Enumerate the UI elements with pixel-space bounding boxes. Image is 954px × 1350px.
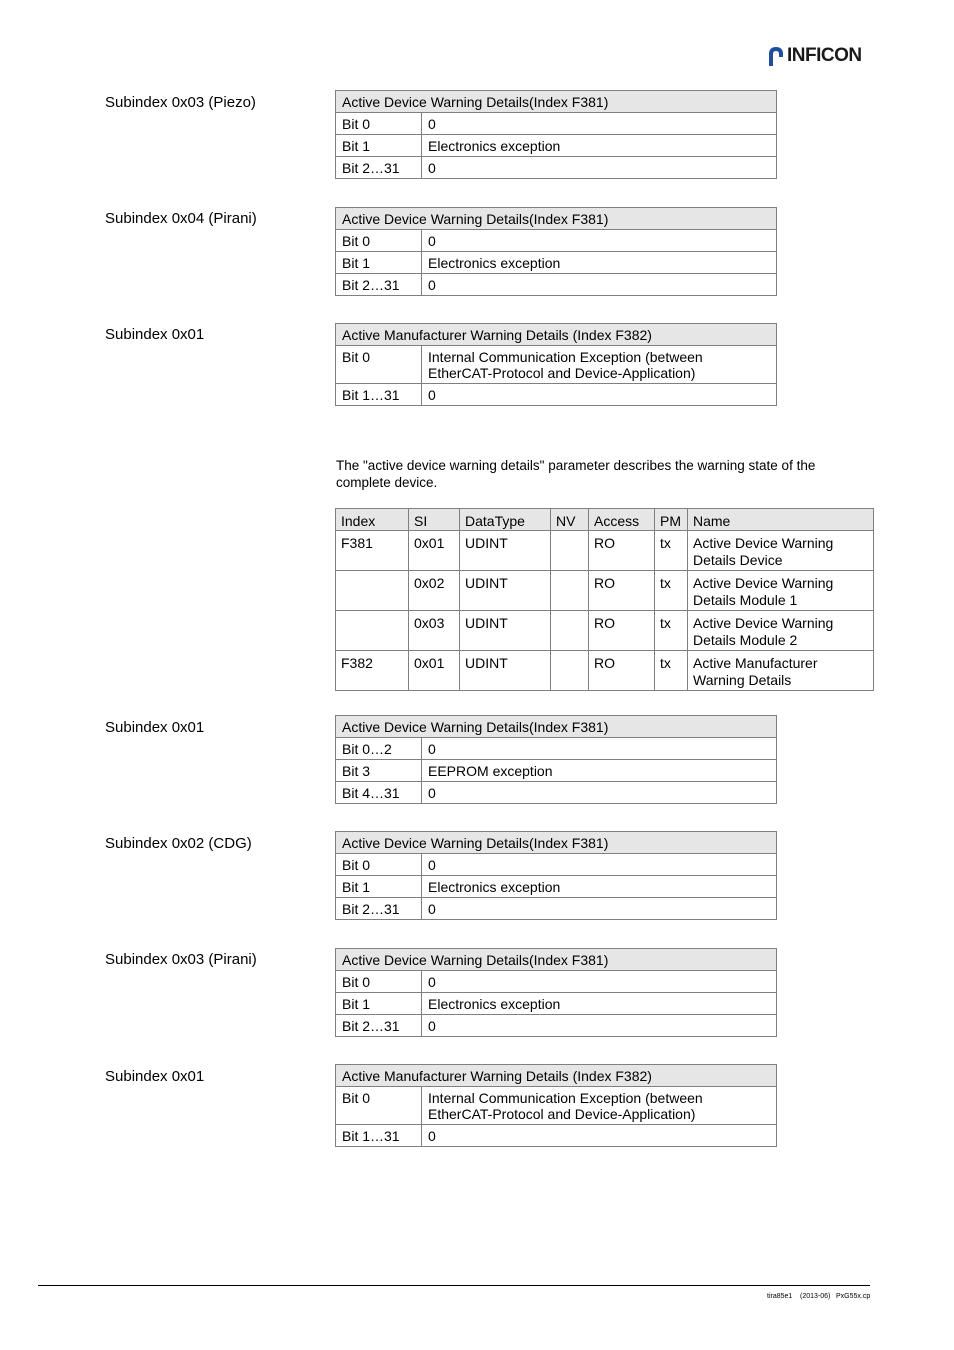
cell-nv	[551, 571, 589, 611]
footer-rule	[38, 1285, 870, 1286]
bit-value: 0	[422, 1125, 777, 1147]
bit-key: Bit 1	[336, 135, 422, 157]
bit-value: 0	[422, 971, 777, 993]
table-header: Active Manufacturer Warning Details (Index F382)	[336, 324, 777, 346]
cell-name: Active Manufacturer Warning Details	[688, 651, 874, 691]
table-row	[336, 1125, 777, 1147]
bit-key: Bit 0	[336, 113, 422, 135]
table-row	[336, 1015, 777, 1037]
table-row	[336, 571, 874, 611]
table-row	[336, 157, 777, 179]
section-label: Subindex 0x01	[105, 1068, 205, 1085]
bit-value: 0	[422, 384, 777, 406]
cell-access: RO	[589, 651, 655, 691]
table-row	[336, 611, 874, 651]
table-header: Active Manufacturer Warning Details (Index F382)	[336, 1065, 777, 1087]
table-row	[336, 971, 777, 993]
cell-si: 0x01	[409, 531, 460, 571]
cell-nv	[551, 531, 589, 571]
cell-pm: tx	[655, 651, 688, 691]
cell-index	[336, 571, 409, 611]
bit-key: Bit 0	[336, 346, 422, 384]
column-header: Index	[336, 509, 409, 531]
column-header: DataType	[460, 509, 551, 531]
cell-datatype: UDINT	[460, 531, 551, 571]
column-header: SI	[409, 509, 460, 531]
cell-nv	[551, 651, 589, 691]
cell-index: F382	[336, 651, 409, 691]
column-header: PM	[655, 509, 688, 531]
bit-key: Bit 2…31	[336, 157, 422, 179]
bit-value: 0	[422, 274, 777, 296]
bit-value: 0	[422, 854, 777, 876]
bit-key: Bit 0	[336, 854, 422, 876]
table-row	[336, 274, 777, 296]
bit-table	[335, 207, 777, 296]
table-header: Active Device Warning Details(Index F381)	[336, 949, 777, 971]
bit-value: Internal Communication Exception (between EtherCAT-Protocol and Device-Application)	[422, 346, 777, 384]
table-row	[336, 651, 874, 691]
bit-value: 0	[422, 230, 777, 252]
footer-file: PxG55x.cp	[836, 1293, 871, 1300]
bit-table	[335, 1064, 777, 1147]
bit-key: Bit 3	[336, 760, 422, 782]
section-label: Subindex 0x04 (Pirani)	[105, 210, 257, 227]
bit-key: Bit 2…31	[336, 1015, 422, 1037]
bit-value: Electronics exception	[422, 252, 777, 274]
bit-key: Bit 1	[336, 993, 422, 1015]
cell-pm: tx	[655, 531, 688, 571]
bit-key: Bit 1	[336, 252, 422, 274]
bit-key: Bit 1…31	[336, 1125, 422, 1147]
cell-access: RO	[589, 571, 655, 611]
cell-pm: tx	[655, 611, 688, 651]
table-header-row	[336, 509, 874, 531]
bit-value: 0	[422, 898, 777, 920]
cell-pm: tx	[655, 571, 688, 611]
table-row	[336, 135, 777, 157]
bit-value: 0	[422, 1015, 777, 1037]
column-header: Name	[688, 509, 874, 531]
table-row	[336, 876, 777, 898]
cell-index: F381	[336, 531, 409, 571]
table-header: Active Device Warning Details(Index F381)	[336, 716, 777, 738]
cell-name: Active Device Warning Details Module 2	[688, 611, 874, 651]
table-row	[336, 230, 777, 252]
bit-key: Bit 0	[336, 230, 422, 252]
inficon-mark-icon	[767, 45, 785, 67]
cell-access: RO	[589, 611, 655, 651]
cell-datatype: UDINT	[460, 651, 551, 691]
bit-key: Bit 1…31	[336, 384, 422, 406]
table-row	[336, 346, 777, 384]
table-header: Active Device Warning Details(Index F381)	[336, 91, 777, 113]
description-text: The "active device warning details" parameter describes the warning state of the complete device.	[336, 458, 816, 490]
bit-key: Bit 0	[336, 971, 422, 993]
cell-si: 0x01	[409, 651, 460, 691]
bit-value: EEPROM exception	[422, 760, 777, 782]
column-header: Access	[589, 509, 655, 531]
bit-value: Electronics exception	[422, 993, 777, 1015]
table-row	[336, 898, 777, 920]
bit-value: 0	[422, 738, 777, 760]
bit-key: Bit 4…31	[336, 782, 422, 804]
bit-key: Bit 0…2	[336, 738, 422, 760]
bit-key: Bit 2…31	[336, 898, 422, 920]
table-header: Active Device Warning Details(Index F381)	[336, 208, 777, 230]
cell-nv	[551, 611, 589, 651]
bit-key: Bit 2…31	[336, 274, 422, 296]
table-row	[336, 252, 777, 274]
table-row	[336, 738, 777, 760]
bit-value: Internal Communication Exception (between EtherCAT-Protocol and Device-Application)	[422, 1087, 777, 1125]
bit-table	[335, 715, 777, 804]
section-label: Subindex 0x02 (CDG)	[105, 835, 252, 852]
footer-doc-number: tira85e1	[767, 1293, 793, 1300]
bit-table	[335, 831, 777, 920]
cell-datatype: UDINT	[460, 611, 551, 651]
bit-value: 0	[422, 157, 777, 179]
cell-name: Active Device Warning Details Module 1	[688, 571, 874, 611]
section-label: Subindex 0x03 (Piezo)	[105, 94, 256, 111]
cell-name: Active Device Warning Details Device	[688, 531, 874, 571]
cell-si: 0x02	[409, 571, 460, 611]
bit-value: 0	[422, 113, 777, 135]
section-label: Subindex 0x03 (Pirani)	[105, 951, 257, 968]
table-row	[336, 993, 777, 1015]
cell-index	[336, 611, 409, 651]
cell-datatype: UDINT	[460, 571, 551, 611]
cell-si: 0x03	[409, 611, 460, 651]
bit-table	[335, 323, 777, 406]
table-row	[336, 531, 874, 571]
table-row	[336, 113, 777, 135]
table-header: Active Device Warning Details(Index F381)	[336, 832, 777, 854]
parameter-table	[335, 508, 874, 691]
bit-key: Bit 1	[336, 876, 422, 898]
bit-value: Electronics exception	[422, 876, 777, 898]
footer-date: (2013-06)	[800, 1293, 831, 1300]
bit-value: 0	[422, 782, 777, 804]
table-row	[336, 760, 777, 782]
table-row	[336, 854, 777, 876]
column-header: NV	[551, 509, 589, 531]
section-label: Subindex 0x01	[105, 326, 205, 343]
section-label: Subindex 0x01	[105, 719, 205, 736]
bit-key: Bit 0	[336, 1087, 422, 1125]
bit-table	[335, 90, 777, 179]
logo-text: INFICON	[787, 45, 862, 66]
cell-access: RO	[589, 531, 655, 571]
table-row	[336, 1087, 777, 1125]
bit-value: Electronics exception	[422, 135, 777, 157]
table-row	[336, 384, 777, 406]
inficon-logo	[767, 44, 862, 68]
table-row	[336, 782, 777, 804]
bit-table	[335, 948, 777, 1037]
